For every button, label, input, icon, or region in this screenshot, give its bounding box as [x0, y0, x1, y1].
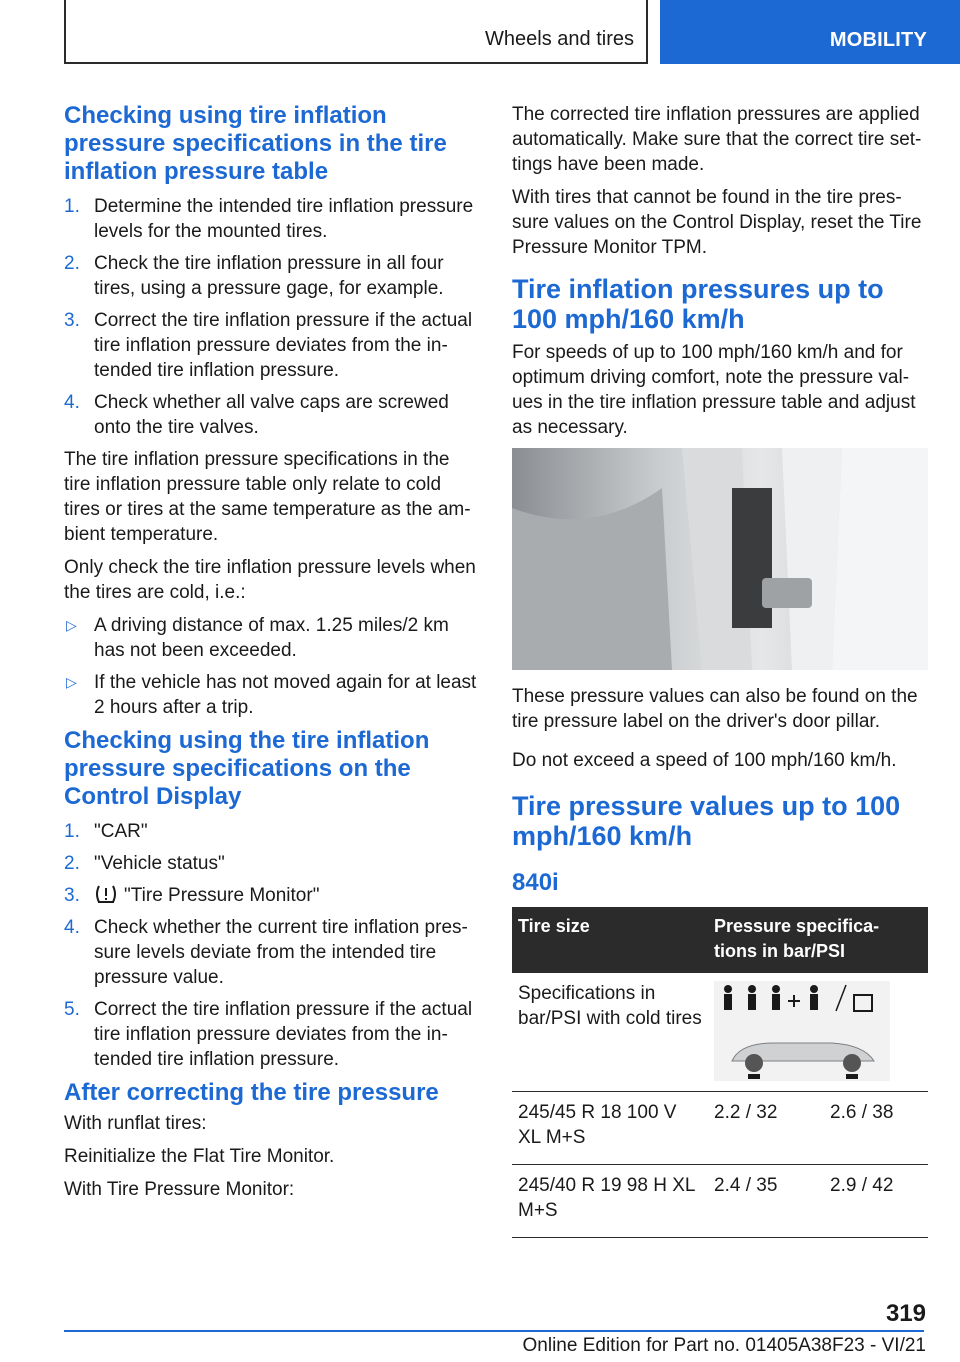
step-number: 1.: [64, 196, 80, 217]
header-frame: [64, 0, 648, 64]
list-item: [64, 851, 478, 876]
tire-size-cell: 245/40 R 19 98 H XL M+S: [512, 1165, 708, 1238]
tire-size-cell: 245/45 R 18 100 V XL M+S: [512, 1092, 708, 1165]
heading-pressure-values: Tire pressure values up to 100 mph/160 km/h: [512, 791, 901, 851]
model-heading: 840i: [512, 869, 559, 896]
list-item: [64, 997, 478, 1072]
paragraph: Only check the tire inflation pressure levels when the tires are cold, i.e.:: [64, 557, 476, 603]
step-text: Correct the tire inflation pressure if the actual tire inflation pressure deviates from the in‐tended tire inflation pressure.: [94, 310, 473, 381]
list-item: [64, 613, 478, 663]
paragraph: With tires that cannot be found in the tire pres‐sure values on the Control Display, reset the Tire Pressure Monitor TPM.: [512, 187, 922, 258]
pressure-cell: 2.4 / 35: [708, 1165, 824, 1238]
step-number: 3.: [64, 885, 80, 906]
table-row: [512, 1165, 928, 1238]
edition-note: Online Edition for Part no. 01405A38F23 - VI/21: [522, 1335, 926, 1356]
pressure-cell: 2.9 / 42: [824, 1165, 928, 1238]
step-text: "Vehicle status": [94, 853, 225, 874]
col-pressure: Pressure specifica‐tions in bar/PSI: [708, 907, 928, 973]
step-text: "CAR": [94, 821, 148, 842]
step-number: 4.: [64, 392, 80, 413]
step-text: Check whether all valve caps are screwed onto the tire valves.: [94, 392, 449, 438]
triangle-bullet-icon: ▷: [66, 674, 77, 690]
left-column: [64, 102, 478, 1210]
list-item: [64, 251, 478, 301]
heading-after-correcting: After correcting the tire pressure: [64, 1079, 439, 1106]
list-item: [64, 670, 478, 720]
bullet-text: If the vehicle has not moved again for at least 2 hours after a trip.: [94, 672, 477, 718]
list-item: [64, 915, 478, 990]
chapter-tab-label: MOBILITY: [829, 29, 927, 51]
door-pillar-photo: [512, 448, 928, 670]
table-row: [512, 1092, 928, 1165]
triangle-bullet-icon: ▷: [66, 617, 77, 633]
paragraph: Reinitialize the Flat Tire Monitor.: [64, 1146, 335, 1167]
page-number: 319: [885, 1300, 926, 1327]
col-tire-size: Tire size: [512, 907, 708, 973]
list-item: [64, 194, 478, 244]
paragraph: These pressure values can also be found on the tire pressure label on the driver's door pillar.: [512, 686, 918, 732]
heading-pressures-100mph: Tire inflation pressures up to 100 mph/160 km/h: [512, 274, 884, 334]
tire-warning-icon: [94, 884, 118, 904]
section-title: Wheels and tires: [485, 28, 634, 50]
step-text: Check whether the current tire inflation pres‐sure levels deviate from the intended tire pressure value.: [94, 917, 468, 988]
list-item: [64, 819, 478, 844]
step-text: Correct the tire inflation pressure if the actual tire inflation pressure deviates from the in‐tended tire inflation pressure.: [94, 999, 473, 1070]
list-item: [64, 390, 478, 440]
table-row: [512, 973, 928, 1092]
tire-pressure-table: [512, 907, 928, 1238]
step-number: 5.: [64, 999, 80, 1020]
heading-control-display-check: Checking using the tire inflation pressure specifications on the Control Display: [64, 727, 430, 810]
paragraph: With runflat tires:: [64, 1113, 207, 1134]
step-text: Determine the intended tire inflation pressure levels for the mounted tires.: [94, 196, 474, 242]
step-number: 1.: [64, 821, 80, 842]
table-header-row: [512, 907, 928, 973]
pressure-cell: 2.6 / 38: [824, 1092, 928, 1165]
steps-table-check: [64, 194, 478, 440]
pressure-cell: 2.2 / 32: [708, 1092, 824, 1165]
steps-control-display: [64, 819, 478, 1072]
load-icon-cell: [708, 973, 928, 1092]
step-text: "Tire Pressure Monitor": [124, 885, 320, 906]
bullet-text: A driving distance of max. 1.25 miles/2 km has not been exceeded.: [94, 615, 449, 661]
paragraph: The corrected tire inflation pressures are applied automatically. Make sure that the correct tire set‐tings have been made.: [512, 104, 922, 175]
cold-tire-conditions: [64, 613, 478, 720]
list-item: [64, 883, 478, 908]
step-number: 4.: [64, 917, 80, 938]
spec-label: Specifications in bar/PSI with cold tires: [512, 973, 708, 1092]
paragraph: Do not exceed a speed of 100 mph/160 km/h.: [512, 750, 897, 771]
step-number: 2.: [64, 853, 80, 874]
heading-table-check: Checking using tire inflation pressure specifications in the tire inflation pressure table: [64, 102, 447, 185]
paragraph: With Tire Pressure Monitor:: [64, 1179, 295, 1200]
chapter-tab[interactable]: [660, 0, 960, 64]
step-text: Check the tire inflation pressure in all four tires, using a pressure gage, for example.: [94, 253, 444, 299]
step-number: 2.: [64, 253, 80, 274]
list-item: [64, 308, 478, 383]
paragraph: For speeds of up to 100 mph/160 km/h and for optimum driving comfort, note the pressure val‐ues in the tire inflation pressure table and adjust as necessary.: [512, 342, 916, 438]
right-column: [512, 102, 928, 1238]
paragraph: The tire inflation pressure specifications in the tire inflation pressure table only relate to cold tires or tires at the same temperature as the am‐bient temperature.: [64, 449, 471, 545]
load-condition-icon: [714, 981, 890, 1081]
footer-divider: [64, 1330, 924, 1332]
step-number: 3.: [64, 310, 80, 331]
